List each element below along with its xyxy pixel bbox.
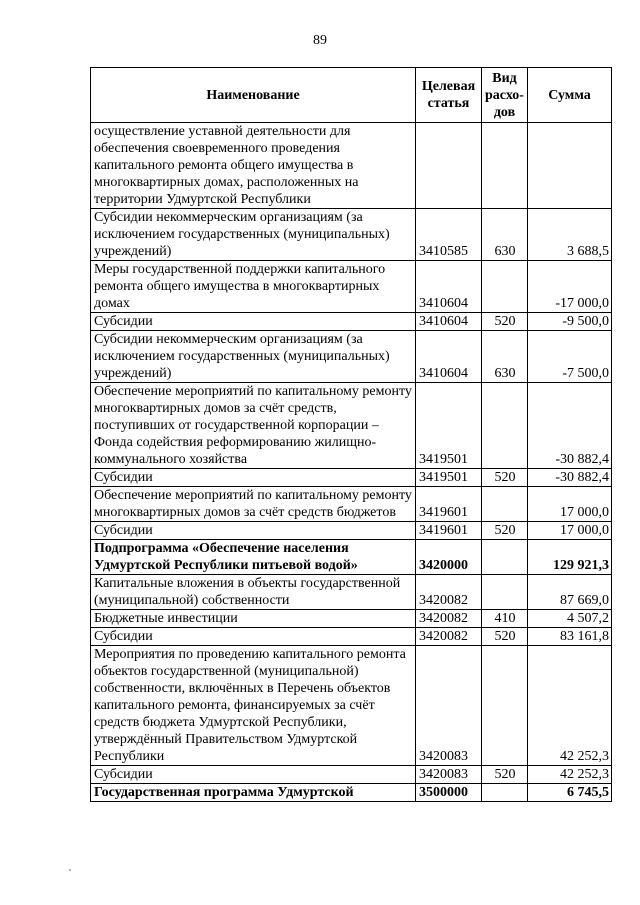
cell-name: Субсидии	[91, 522, 416, 540]
page-number: 89	[313, 33, 327, 48]
cell-target-article: 3419601	[416, 487, 482, 522]
cell-name: Субсидии	[91, 313, 416, 331]
table-row	[91, 646, 612, 766]
table-row	[91, 575, 612, 610]
cell-sum: -17 000,0	[528, 261, 612, 313]
table-row	[91, 522, 612, 540]
cell-target-article: 3420083	[416, 766, 482, 784]
cell-name: Капитальные вложения в объекты государственной (муниципальной) собственности	[91, 575, 416, 610]
cell-expense-type	[482, 261, 528, 313]
scan-speck	[69, 869, 71, 871]
cell-name: Субсидии некоммерческим организациям (за исключением государственных (муниципальных) учреждений)	[91, 331, 416, 383]
cell-name: Обеспечение мероприятий по капитальному ремонту многоквартирных домов за счёт средств бюджетов	[91, 487, 416, 522]
cell-sum: 3 688,5	[528, 209, 612, 261]
cell-expense-type: 520	[482, 522, 528, 540]
table-row	[91, 487, 612, 522]
header-expense-type: Вид расхо-дов	[482, 68, 528, 123]
cell-sum: 42 252,3	[528, 646, 612, 766]
cell-expense-type: 410	[482, 610, 528, 628]
header-name: Наименование	[91, 68, 416, 123]
cell-target-article	[416, 123, 482, 209]
table-row	[91, 123, 612, 209]
cell-name: Субсидии некоммерческим организациям (за исключением государственных (муниципальных) учреждений)	[91, 209, 416, 261]
cell-name: Субсидии	[91, 469, 416, 487]
cell-target-article: 3420082	[416, 575, 482, 610]
table-row	[91, 331, 612, 383]
cell-name: Бюджетные инвестиции	[91, 610, 416, 628]
cell-sum: 83 161,8	[528, 628, 612, 646]
cell-target-article: 3419501	[416, 383, 482, 469]
cell-target-article: 3419601	[416, 522, 482, 540]
cell-expense-type	[482, 540, 528, 575]
cell-sum: -7 500,0	[528, 331, 612, 383]
cell-sum: 17 000,0	[528, 522, 612, 540]
cell-name: Меры государственной поддержки капитального ремонта общего имущества в многоквартирных домах	[91, 261, 416, 313]
cell-sum: 4 507,2	[528, 610, 612, 628]
cell-expense-type: 520	[482, 313, 528, 331]
header-target-article: Целевая статья	[416, 68, 482, 123]
cell-target-article: 3500000	[416, 784, 482, 802]
cell-target-article: 3420082	[416, 610, 482, 628]
cell-target-article: 3410604	[416, 331, 482, 383]
cell-expense-type: 520	[482, 766, 528, 784]
cell-target-article: 3420083	[416, 646, 482, 766]
cell-name: Субсидии	[91, 628, 416, 646]
cell-sum: 17 000,0	[528, 487, 612, 522]
cell-expense-type	[482, 575, 528, 610]
cell-sum	[528, 123, 612, 209]
table-row	[91, 610, 612, 628]
cell-target-article: 3410585	[416, 209, 482, 261]
cell-target-article: 3420000	[416, 540, 482, 575]
cell-sum: -9 500,0	[528, 313, 612, 331]
cell-expense-type: 520	[482, 628, 528, 646]
cell-sum: 129 921,3	[528, 540, 612, 575]
cell-target-article: 3419501	[416, 469, 482, 487]
table-row	[91, 784, 612, 802]
cell-name: Мероприятия по проведению капитального ремонта объектов государственной (муниципальной) собственности, включённых в Перечень объектов капитального ремонта, финансируемых за счёт средств бюджета Удмуртской Республики, утверждённый Правительством Удмуртской Республики	[91, 646, 416, 766]
cell-sum: 87 669,0	[528, 575, 612, 610]
cell-expense-type: 630	[482, 209, 528, 261]
cell-name: Государственная программа Удмуртской	[91, 784, 416, 802]
cell-name: осуществление уставной деятельности для обеспечения своевременного проведения капитального ремонта общего имущества в многоквартирных домах, расположенных на территории Удмуртской Республики	[91, 123, 416, 209]
cell-target-article: 3410604	[416, 313, 482, 331]
cell-expense-type: 630	[482, 331, 528, 383]
cell-name: Обеспечение мероприятий по капитальному ремонту многоквартирных домов за счёт средств, поступивших от государственной корпорации – Фонда содействия реформированию жилищно-коммунального хозяйства	[91, 383, 416, 469]
table-body	[91, 123, 612, 802]
cell-expense-type: 520	[482, 469, 528, 487]
budget-table	[90, 67, 612, 802]
cell-sum: 6 745,5	[528, 784, 612, 802]
table-row	[91, 540, 612, 575]
cell-sum: 42 252,3	[528, 766, 612, 784]
cell-expense-type	[482, 383, 528, 469]
cell-expense-type	[482, 646, 528, 766]
table-row	[91, 313, 612, 331]
cell-name: Субсидии	[91, 766, 416, 784]
cell-sum: -30 882,4	[528, 469, 612, 487]
table-row	[91, 628, 612, 646]
cell-expense-type	[482, 487, 528, 522]
cell-target-article: 3410604	[416, 261, 482, 313]
cell-target-article: 3420082	[416, 628, 482, 646]
cell-sum: -30 882,4	[528, 383, 612, 469]
cell-expense-type	[482, 123, 528, 209]
table-row	[91, 383, 612, 469]
table-row	[91, 469, 612, 487]
header-sum: Сумма	[528, 68, 612, 123]
table-row	[91, 261, 612, 313]
table-row	[91, 209, 612, 261]
table-row	[91, 766, 612, 784]
cell-expense-type	[482, 784, 528, 802]
table-header-row	[91, 68, 612, 123]
cell-name: Подпрограмма «Обеспечение населения Удмуртской Республики питьевой водой»	[91, 540, 416, 575]
